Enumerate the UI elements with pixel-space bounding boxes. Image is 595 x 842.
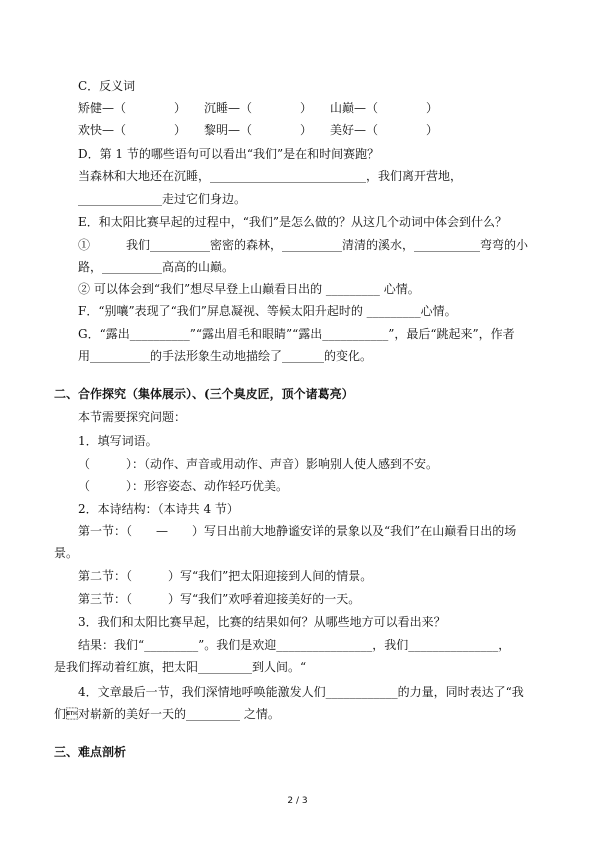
page-number: 2 / 3 [287, 796, 308, 806]
e-question: E．和太阳比赛早起的过程中，“我们”是怎么做的？从这几个动词中体会到什么？ [78, 215, 508, 229]
c-title: C．反义词 [78, 79, 136, 93]
c-antonym-row-1: 矫健—（ ） 沉睡—（ ） 山巅—（ ） [78, 101, 439, 115]
e-answer-line-1: ① 我们__________密密的森林，__________清清的溪水，___________弯弯的小 [78, 238, 529, 252]
q2-section-3: 第三节：（ ）写“我们”欢呼着迎接美好的一天。 [78, 592, 361, 606]
g-question-line-2: 用__________的手法形象生动地描绘了_______的变化。 [78, 349, 373, 363]
q3-title: 3．我们和太阳比赛早起，比赛的结果如何？从哪些地方可以看出来？ [78, 615, 446, 629]
d-question: D．第 1 节的哪些语句可以看出“我们”是在和时间赛跑？ [78, 147, 380, 161]
q2-section-2: 第二节：（ ）写“我们”把太阳迎接到人间的情景。 [78, 569, 373, 583]
section-2-intro: 本节需要探究问题： [78, 410, 187, 424]
e-answer-line-2: 路，__________高高的山巅。 [78, 260, 235, 274]
g-question-line-1: G．“露出__________”“露出眉毛和眼睛”“露出___________”，最后“跳起来”，作者 [78, 327, 515, 341]
section-2-heading: 二、合作探究（集体展示）、(三个臭皮匠，顶个诸葛亮） [54, 387, 354, 401]
d-answer-line-2: ______________走过它们身边。 [78, 192, 247, 206]
q3-answer-line-2: 是我们挥动着红旗，把太阳_________到人间。“ [54, 660, 307, 674]
q4-line-1: 4．文章最后一节，我们深情地呼唤能激发人们____________的力量，同时表达了“我 [78, 685, 524, 699]
q1-item-a: （ ）：（动作、声音或用动作、声音）影响别人使人感到不安。 [78, 457, 439, 471]
q2-section-1-line-1: 第一节：（ — ）写日出前大地静谧安详的景象以及“我们”在山巅看日出的场 [78, 524, 517, 538]
q1-title: 1．填写词语。 [78, 434, 158, 448]
q3-answer-line-1: 结果：我们“_________”。我们是欢迎________________，我们_______________， [78, 638, 511, 652]
f-question: F．“别嚷”表现了“我们”屏息凝视、等候太阳升起时的 _________心情。 [78, 304, 457, 318]
e-answer-line-3: ② 可以体会到“我们”想尽早登上山巅看日出的 _________ 心情。 [78, 282, 420, 296]
q4-line-2: 们对崭新的美好一天的_________ 之情。 [54, 707, 280, 721]
d-answer-line-1: 当森林和大地还在沉睡，__________________________，我们离开营地， [78, 169, 463, 183]
q2-section-1-line-2: 景。 [54, 546, 79, 560]
c-antonym-row-2: 欢快—（ ） 黎明—（ ） 美好—（ ） [78, 123, 439, 137]
q1-item-b: （ ）：形容姿态、动作轻巧优美。 [78, 479, 289, 493]
section-3-heading: 三、难点剖析 [54, 745, 127, 759]
q2-title: 2．本诗结构：（本诗共 4 节） [78, 502, 239, 516]
